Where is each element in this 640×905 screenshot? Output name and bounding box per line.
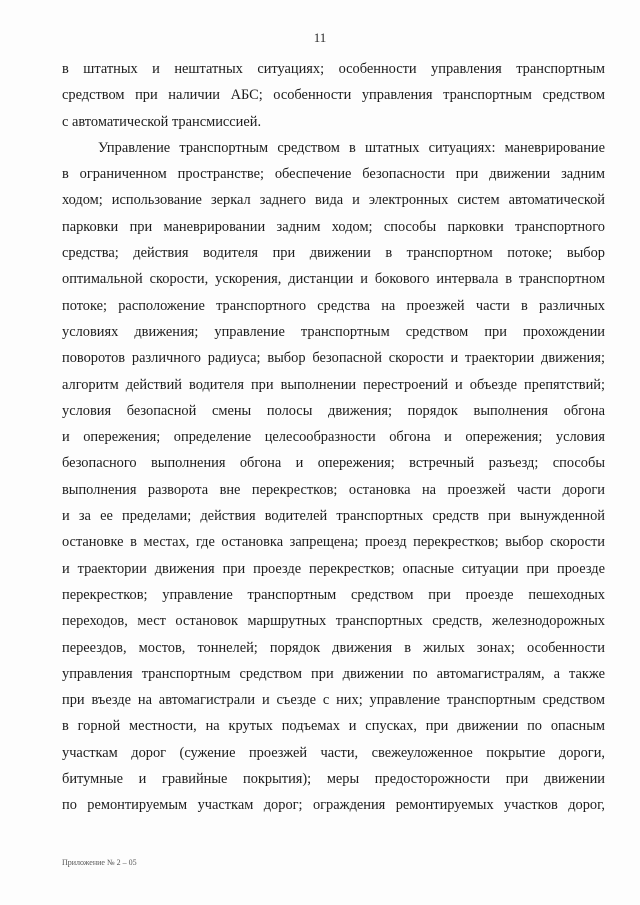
text-line: средства; действия водителя при движении в транспортном потоке; выбор bbox=[62, 245, 605, 262]
text-line: и траектории движения при проезде перекрестков; опасные ситуации при проезде bbox=[62, 560, 605, 577]
text-line: выполнения разворота вне перекрестков; остановка на проезжей части дороги bbox=[62, 481, 605, 498]
text-line: ходом; использование зеркал заднего вида и электронных систем автоматической bbox=[62, 192, 605, 209]
page-number: 11 bbox=[313, 30, 327, 45]
text-line: остановке в местах, где остановка запрещена; проезд перекрестков; выбор скорости bbox=[62, 534, 605, 551]
text-line: парковки при маневрировании задним ходом; способы парковки транспортного bbox=[62, 218, 605, 235]
text-line: управления транспортным средством при движении по автомагистралям, а также bbox=[62, 665, 605, 682]
body-text bbox=[62, 56, 605, 819]
text-line: участкам дорог (сужение проезжей части, свежеуложенное покрытие дороги, bbox=[62, 744, 605, 761]
text-line: по ремонтируемым участкам дорог; ограждения ремонтируемых участков дорог, bbox=[62, 797, 605, 814]
text-line: условия безопасной смены полосы движения; порядок выполнения обгона bbox=[62, 402, 605, 419]
text-line: и за ее пределами; действия водителей транспортных средств при вынужденной bbox=[62, 508, 605, 525]
text-line: перекрестков; управление транспортным средством при проезде пешеходных bbox=[62, 586, 605, 603]
text-line: переходов, мест остановок маршрутных транспортных средств, железнодорожных bbox=[62, 613, 605, 630]
text-line: условиях движения; управление транспортным средством при прохождении bbox=[62, 323, 605, 340]
text-line: в ограниченном пространстве; обеспечение безопасности при движении задним bbox=[62, 166, 605, 183]
text-line: битумные и гравийные покрытия); меры предосторожности при движении bbox=[62, 771, 605, 788]
text-line: средством при наличии АБС; особенности управления транспортным средством bbox=[62, 87, 605, 104]
text-line: поворотов различного радиуса; выбор безопасной скорости и траектории движения; bbox=[62, 350, 605, 367]
text-line: безопасного выполнения обгона и опережения; встречный разъезд; способы bbox=[62, 455, 605, 472]
text-line: Управление транспортным средством в штатных ситуациях: маневрирование bbox=[98, 139, 605, 156]
text-line: в штатных и нештатных ситуациях; особенности управления транспортным bbox=[62, 61, 605, 77]
text-line: алгоритм действий водителя при выполнении перестроений и объезде препятствий; bbox=[62, 376, 605, 393]
text-line: в горной местности, на крутых подъемах и спусках, при движении по опасным bbox=[62, 718, 605, 735]
footer-note: Приложение № 2 – 05 bbox=[62, 858, 137, 867]
text-line: переездов, мостов, тоннелей; порядок движения в жилых зонах; особенности bbox=[62, 639, 605, 656]
text-line: при въезде на автомагистрали и съезде с них; управление транспортным средством bbox=[62, 692, 605, 709]
text-line: с автоматической трансмиссией. bbox=[62, 113, 262, 130]
text-line: и опережения; определение целесообразности обгона и опережения; условия bbox=[62, 429, 605, 446]
text-line: оптимальной скорости, ускорения, дистанции и бокового интервала в транспортном bbox=[62, 271, 605, 288]
text-line: потоке; расположение транспортного средства на проезжей части в различных bbox=[62, 297, 605, 314]
